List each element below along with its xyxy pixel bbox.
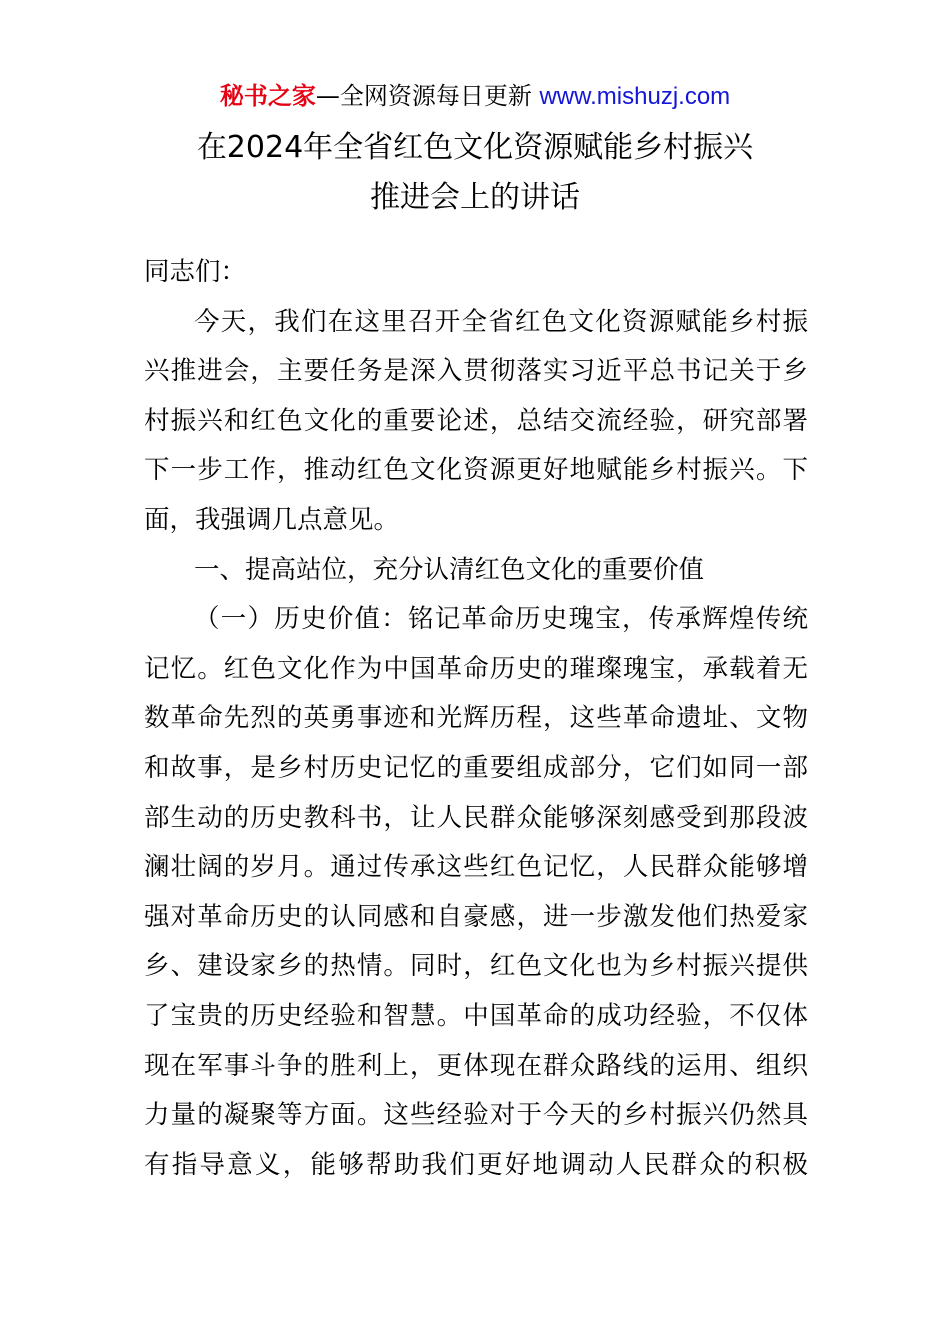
site-brand: 秘书之家 <box>219 82 316 110</box>
document-title-line-2: 推进会上的讲话 <box>370 180 580 215</box>
paragraph-line: 了宝贵的历史经验和智慧。中国革命的成功经验，不仅体 <box>144 1000 808 1031</box>
paragraph-line: 村振兴和红色文化的重要论述，总结交流经验，研究部署 <box>144 405 808 436</box>
site-header <box>0 80 950 113</box>
paragraph-line: 强对革命历史的认同感和自豪感，进一步激发他们热爱家 <box>144 901 808 932</box>
paragraph-line: 记忆。红色文化作为中国革命历史的璀璨瑰宝，承载着无 <box>144 653 808 684</box>
paragraph-line: 部生动的历史教科书，让人民群众能够深刻感受到那段波 <box>144 802 808 833</box>
document-title-line-1: 在2024年全省红色文化资源赋能乡村振兴 <box>196 130 754 165</box>
paragraph-line: 力量的凝聚等方面。这些经验对于今天的乡村振兴仍然具 <box>144 1100 808 1131</box>
paragraph-line: 和故事，是乡村历史记忆的重要组成部分，它们如同一部 <box>144 752 808 783</box>
paragraph-line: 今天，我们在这里召开全省红色文化资源赋能乡村振 <box>194 306 808 337</box>
subsection-line: （一）历史价值：铭记革命历史瑰宝，传承辉煌传统 <box>194 604 808 635</box>
paragraph-line: 面，我强调几点意见。 <box>144 504 400 535</box>
paragraph-line: 现在军事斗争的胜利上，更体现在群众路线的运用、组织 <box>144 1050 808 1081</box>
document-body <box>144 248 808 1190</box>
paragraph-line: 澜壮阔的岁月。通过传承这些红色记忆，人民群众能够增 <box>144 852 808 883</box>
site-tagline: —全网资源每日更新 <box>315 82 540 110</box>
paragraph-line: 有指导意义，能够帮助我们更好地调动人民群众的积极 <box>144 1149 808 1180</box>
section-heading: 一、提高站位，充分认清红色文化的重要价值 <box>194 554 705 585</box>
paragraph-line: 下一步工作，推动红色文化资源更好地赋能乡村振兴。下 <box>144 455 808 486</box>
paragraph-line: 数革命先烈的英勇事迹和光辉历程，这些革命遗址、文物 <box>144 703 808 734</box>
paragraph-line: 兴推进会，主要任务是深入贯彻落实习近平总书记关于乡 <box>144 356 808 387</box>
site-url-link[interactable]: www.mishuzj.com <box>539 83 731 110</box>
paragraph-line: 乡、建设家乡的热情。同时，红色文化也为乡村振兴提供 <box>144 951 808 982</box>
salutation: 同志们： <box>144 257 247 287</box>
